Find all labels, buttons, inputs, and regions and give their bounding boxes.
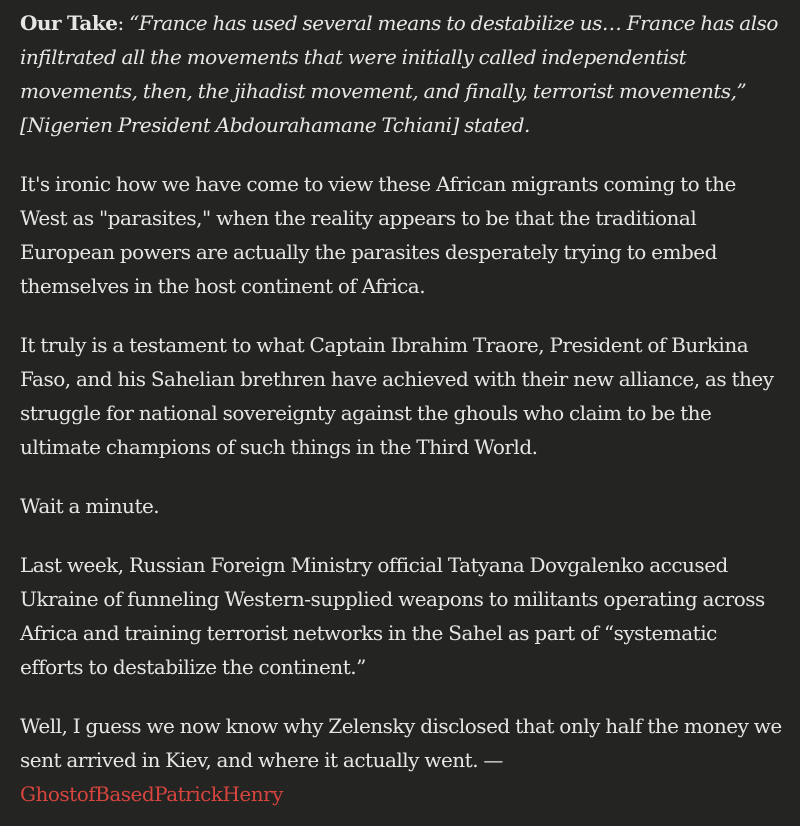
our-take-label: Our Take xyxy=(20,11,118,35)
closing-paragraph xyxy=(20,709,782,811)
paragraph-traore: It truly is a testament to what Captain Ibrahim Traore, President of Burkina Faso, and his Sahelian brethren have achieved with their new alliance, as they struggle for national sovereignty against the ghouls who claim to be the ultimate champions of such things in the Third World. xyxy=(20,333,774,459)
closing-text: Well, I guess we now know why Zelensky disclosed that only half the money we sent arrived in Kiev, and where it actually went. — xyxy=(20,714,782,772)
paragraph-wait: Wait a minute. xyxy=(20,494,160,518)
paragraph-parasites: It's ironic how we have come to view these African migrants coming to the West as "parasites," when the reality appears to be that the traditional European powers are actually the parasites desperately trying to embed themselves in the host continent of Africa. xyxy=(20,172,736,298)
our-take-paragraph xyxy=(20,6,782,142)
author-link[interactable]: GhostofBasedPatrickHenry xyxy=(20,782,283,806)
our-take-colon: : xyxy=(117,11,130,35)
tchiani-quote: “France has used several means to destabilize us… France has also infiltrated all the movements that were initially called independentist movements, then, the jihadist movement, and finally, terrorist movements,” [Nigerien President Abdourahamane Tchiani] stated. xyxy=(20,11,778,137)
paragraph-dovgalenko: Last week, Russian Foreign Ministry official Tatyana Dovgalenko accused Ukraine of funneling Western-supplied weapons to militants operating across Africa and training terrorist networks in the Sahel as part of “systematic efforts to destabilize the continent.” xyxy=(20,553,765,679)
